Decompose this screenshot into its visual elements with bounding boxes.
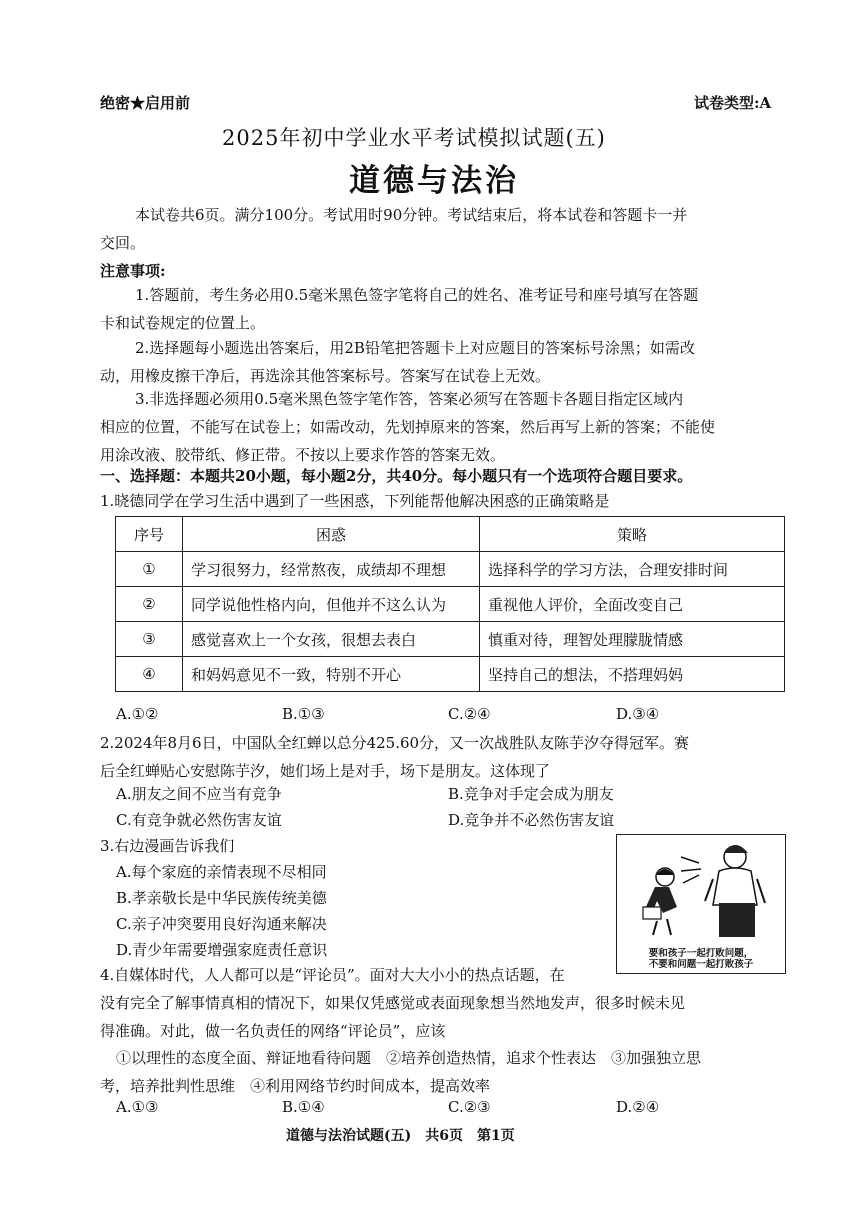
intro-paragraph [100, 201, 687, 257]
table-cell: 重视他人评价，全面改变自己 [480, 587, 785, 622]
paper-type-label: 试卷类型:A [694, 94, 772, 112]
notes-item-3-line-1: 3.非选择题必须用0.5毫米黑色签字笔作答，答案必须写在答题卡各题目指定区域内 [135, 390, 684, 408]
q4-option-b: B.①④ [282, 1098, 325, 1116]
q2-option-a: A.朋友之间不应当有竞争 [116, 785, 282, 803]
q4-stem-line-2: 没有完全了解事情真相的情况下，如果仅凭感觉或表面现象想当然地发声，很多时候未见 [100, 994, 686, 1012]
table-row [116, 657, 785, 692]
table-header-cell: 困惑 [183, 517, 480, 552]
q1-option-c: C.②④ [448, 705, 491, 723]
q1-option-b: B.①③ [282, 705, 325, 723]
comic-caption-line-2: 不要和问题一起打败孩子 [648, 959, 754, 970]
notes-item-2-line-2: 动，用橡皮擦干净后，再选涂其他答案标号。答案写在试卷上无效。 [100, 367, 551, 385]
comic-caption-line-1: 要和孩子一起打败问题， [648, 948, 754, 959]
q4-stem-line-1: 4.自媒体时代，人人都可以是“评论员”。面对大大小小的热点话题，在 [100, 966, 565, 984]
table-cell: ③ [116, 622, 183, 657]
notes-item-3-line-2: 相应的位置，不能写在试卷上；如需改动，先划掉原来的答案，然后再写上新的答案；不能使 [100, 418, 716, 436]
table-header-row [116, 517, 785, 552]
q2-option-d: D.竞争并不必然伤害友谊 [448, 811, 615, 829]
table-header-cell: 策略 [480, 517, 785, 552]
q4-choices [100, 1044, 701, 1100]
table-cell: ④ [116, 657, 183, 692]
q4-choices-line-2: 考，培养批判性思维 ④利用网络节约时间成本，提高效率 [100, 1077, 491, 1095]
table-cell: ② [116, 587, 183, 622]
table-row [116, 587, 785, 622]
q3-option-c: C.亲子冲突要用良好沟通来解决 [116, 915, 327, 933]
q3-option-a: A.每个家庭的亲情表现不尽相同 [116, 863, 327, 881]
q4-option-d: D.②④ [616, 1098, 660, 1116]
q4-option-c: C.②③ [448, 1098, 491, 1116]
q4-stem [100, 961, 685, 1045]
comic-drawing [617, 835, 785, 943]
table-cell: ① [116, 552, 183, 587]
notes-item-3-line-3: 用涂改液、胶带纸、修正带。不按以上要求作答的答案无效。 [100, 446, 506, 464]
notes-item-1 [100, 281, 698, 337]
q1-option-a: A.①② [116, 705, 159, 723]
q3-option-b: B.孝亲敬长是中华民族传统美德 [116, 889, 327, 907]
q2-option-b: B.竞争对手定会成为朋友 [448, 785, 614, 803]
q4-stem-line-3: 得准确。对此，做一名负责任的网络“评论员”，应该 [100, 1022, 446, 1040]
exam-title: 2025年初中学业水平考试模拟试题(五) [222, 126, 606, 150]
notes-item-1-line-1: 1.答题前，考生务必用0.5毫米黑色签字笔将自己的姓名、准考证号和座号填写在答题 [135, 286, 699, 304]
q4-option-a: A.①③ [116, 1098, 159, 1116]
notes-item-2-line-1: 2.选择题每小题选出答案后，用2B铅笔把答题卡上对应题目的答案标号涂黑；如需改 [135, 339, 695, 357]
page-footer: 道德与法治试题(五) 共6页 第1页 [286, 1128, 515, 1144]
q2-stem-line-1: 2.2024年8月6日，中国队全红蝉以总分425.60分，又一次战胜队友陈芋汐夺得冠军。赛 [100, 734, 690, 752]
q3-stem: 3.右边漫画告诉我们 [100, 837, 235, 855]
q1-stem: 1.晓德同学在学习生活中遇到了一些困惑，下列能帮他解决困惑的正确策略是 [100, 492, 610, 510]
table-row [116, 552, 785, 587]
comic-illustration [616, 834, 786, 974]
q1-table [115, 516, 785, 692]
intro-line-2: 交回。 [100, 234, 146, 252]
q4-choices-line-1: ①以理性的态度全面、辩证地看待问题 ②培养创造热情，追求个性表达 ③加强独立思 [116, 1049, 702, 1067]
table-row [116, 622, 785, 657]
section-heading: 一、选择题：本题共20小题，每小题2分，共40分。每小题只有一个选项符合题目要求。 [100, 467, 693, 485]
table-cell: 感觉喜欢上一个女孩，很想去表白 [183, 622, 480, 657]
notes-item-3 [100, 385, 715, 469]
notes-heading: 注意事项: [100, 262, 166, 280]
q2-stem-line-2: 后全红蝉贴心安慰陈芋汐，她们场上是对手，场下是朋友。这体现了 [100, 762, 551, 780]
table-cell: 和妈妈意见不一致，特别不开心 [183, 657, 480, 692]
q3-option-d: D.青少年需要增强家庭责任意识 [116, 941, 328, 959]
table-header-cell: 序号 [116, 517, 183, 552]
intro-line-1: 本试卷共6页。满分100分。考试用时90分钟。考试结束后，将本试卷和答题卡一并 [135, 206, 688, 224]
notes-item-2 [100, 334, 695, 390]
q2-option-c: C.有竞争就必然伤害友谊 [116, 811, 282, 829]
notes-item-1-line-2: 卡和试卷规定的位置上。 [100, 314, 266, 332]
table-cell: 慎重对待，理智处理朦胧情感 [480, 622, 785, 657]
table-cell: 学习很努力，经常熬夜，成绩却不理想 [183, 552, 480, 587]
q1-option-d: D.③④ [616, 705, 660, 723]
table-cell: 同学说他性格内向，但他并不这么认为 [183, 587, 480, 622]
table-cell: 坚持自己的想法，不搭理妈妈 [480, 657, 785, 692]
table-cell: 选择科学的学习方法，合理安排时间 [480, 552, 785, 587]
q2-stem [100, 729, 689, 785]
secret-label: 绝密★启用前 [100, 94, 191, 112]
subject-title: 道德与法治 [349, 163, 519, 199]
